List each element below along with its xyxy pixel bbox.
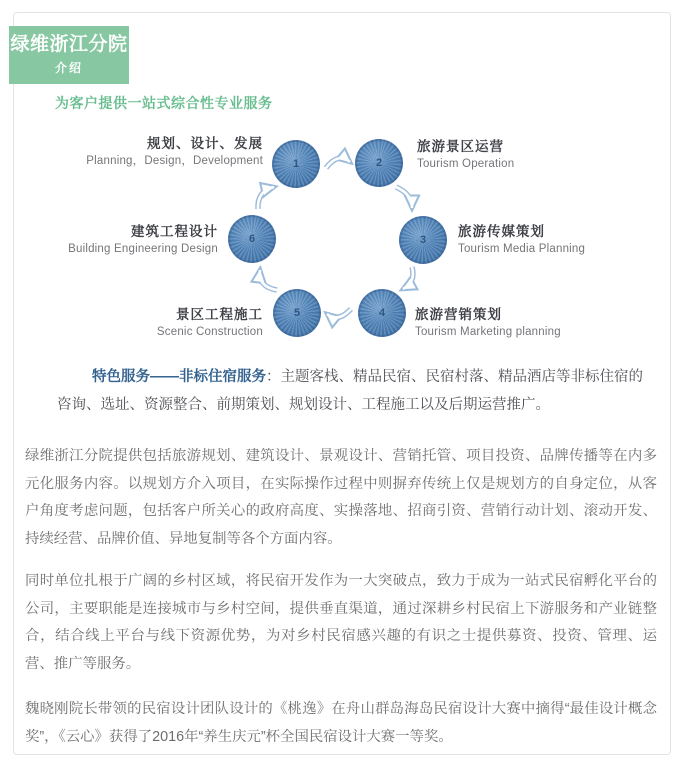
node-label-zh: 规划、设计、发展 [147, 136, 263, 151]
node-label-en: Scenic Construction [156, 325, 263, 338]
node-label-zh: 建筑工程设计 [131, 224, 218, 239]
services-heading: 为客户提供一站式综合性专业服务 [55, 95, 273, 111]
node-number: 5 [293, 307, 301, 319]
node-label-zh: 旅游传媒策划 [458, 224, 545, 239]
node-number: 2 [375, 157, 383, 169]
node-label-en: Tourism Marketing planning [415, 325, 561, 338]
arrow-6-to-1 [258, 187, 274, 209]
node-label-zh: 旅游景区运营 [417, 139, 504, 154]
branch-subtitle: 介绍 [54, 61, 83, 76]
arrow-5-to-6 [260, 270, 277, 290]
node-label-zh: 景区工程施工 [176, 307, 263, 322]
node-number: 6 [248, 233, 256, 245]
body-paragraph-1: 绿维浙江分院提供包括旅游规划、建筑设计、景观设计、营销托管、项目投资、品牌传播等在内多元化服务内容。以规划方介入项目，在实际操作过程中则摒弃传统上仅是规划方的自身定位，从客户角度考虑问题，包括客户所关心的政府高度、实操落地、招商引资、营销行动计划、滚动开发、持续经营、品牌价值、异地复制等各个方面内容。 [25, 448, 657, 547]
node-label-zh: 旅游营销策划 [415, 307, 502, 322]
body-paragraph-2: 同时单位扎根于广阔的乡村区域，将民宿开发作为一大突破点，致力于成为一站式民宿孵化平台的公司，主要职能是连接城市与乡村空间，提供垂直渠道，通过深耕乡村民宿上下游服务和产业链整合，结合线上平台与线下资源优势，为对乡村民宿感兴趣的有识之士提供募资、投资、管理、运营、推广等服务。 [25, 573, 657, 672]
node-label-en: Building Engineering Design [68, 242, 218, 255]
branch-title: 绿维浙江分院 [10, 33, 128, 55]
arrow-2-to-3 [396, 187, 412, 208]
feature-services-text: ：主题客栈、精品民宿、民宿村落、精品酒店等非标住宿的咨询、选址、资源整合、前期策划、规划设计、工程施工以及后期运营推广。 [57, 369, 643, 413]
node-number: 3 [419, 234, 427, 246]
flow-arrows [200, 120, 530, 360]
body-paragraph-3: 魏晓刚院长带领的民宿设计团队设计的《桃逸》在舟山群岛海岛民宿设计大赛中摘得“最佳设计概念奖”，《云心》获得了2016年“养生庆元”杯全国民宿设计大赛一等奖。 [25, 701, 657, 745]
node-label-en: Tourism Operation [417, 157, 515, 170]
feature-services-label: 特色服务——非标住宿服务 [92, 369, 266, 385]
arrow-4-to-5 [327, 309, 351, 318]
node-number: 1 [292, 158, 300, 170]
branch-title-badge [9, 26, 129, 84]
arrow-1-to-2 [326, 158, 350, 168]
node-label-building-engineering-design [0, 224, 218, 256]
feature-services-line [57, 363, 643, 419]
node-label-en: Tourism Media Planning [458, 242, 586, 255]
node-label-en: Planning，Design，Development [86, 154, 263, 167]
arrow-3-to-4 [403, 267, 413, 289]
node-number: 4 [378, 307, 386, 319]
